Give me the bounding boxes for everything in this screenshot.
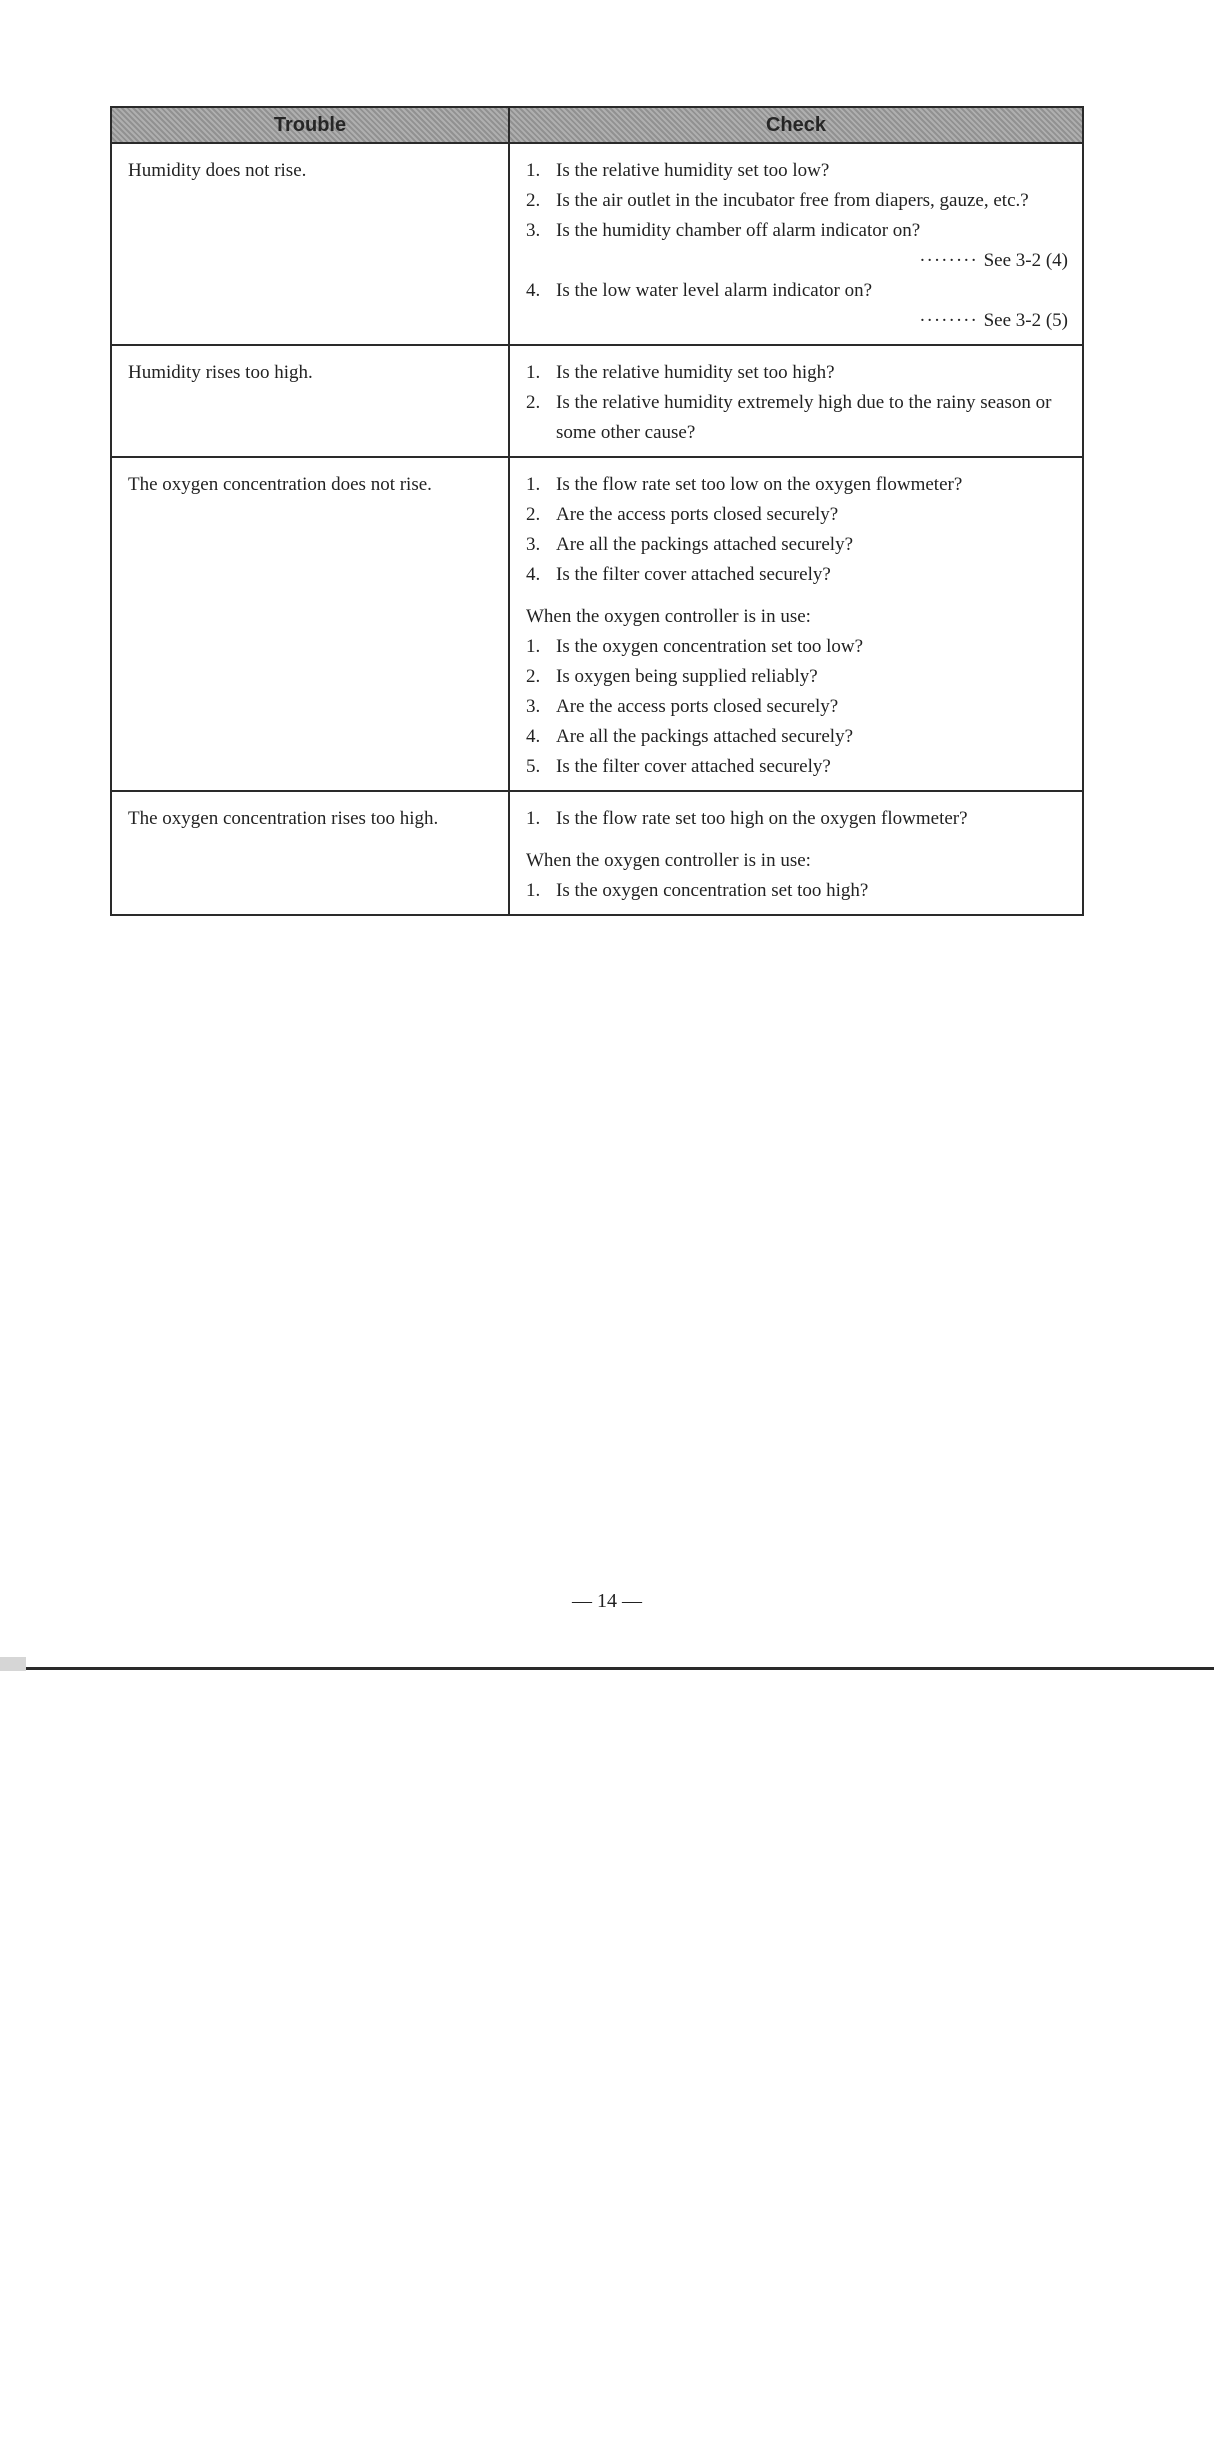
item-text-wrap [556, 156, 1068, 186]
item-text: Is the humidity chamber off alarm indicator on? [556, 220, 921, 241]
trouble-cell: Humidity rises too high. [111, 345, 509, 457]
item-text-wrap [556, 632, 1068, 662]
item-number: 2. [526, 666, 541, 687]
header-check: Check [509, 107, 1083, 143]
item-text: Are the access ports closed securely? [556, 504, 839, 525]
item-text-wrap [556, 216, 1068, 276]
trouble-cell: Humidity does not rise. [111, 143, 509, 345]
page-number: — 14 — [572, 1590, 642, 1612]
item-text-wrap [556, 876, 1068, 906]
item-number: 3. [526, 534, 541, 555]
check-item [526, 276, 1068, 336]
check-cell [509, 457, 1083, 791]
item-number: 5. [526, 756, 541, 777]
item-number: 1. [526, 636, 541, 657]
item-number: 3. [526, 220, 541, 241]
reference-text: See 3-2 (4) [983, 250, 1068, 271]
item-number: 1. [526, 362, 541, 383]
reference-text: See 3-2 (5) [983, 310, 1068, 331]
group-heading: When the oxygen controller is in use: [526, 850, 811, 871]
check-item [526, 358, 1068, 388]
scan-mark [0, 1657, 26, 1671]
check-list [526, 804, 1068, 834]
item-number: 1. [526, 808, 541, 829]
check-item [526, 752, 1068, 782]
item-number: 4. [526, 280, 541, 301]
item-text-wrap [556, 186, 1068, 216]
check-item [526, 560, 1068, 590]
item-text: Is the filter cover attached securely? [556, 756, 831, 777]
check-item [526, 662, 1068, 692]
item-text-wrap [556, 560, 1068, 590]
check-item [526, 186, 1068, 216]
check-item [526, 692, 1068, 722]
check-group [526, 358, 1068, 448]
item-text-wrap [556, 388, 1068, 448]
item-text: Are all the packings attached securely? [556, 726, 853, 747]
item-text: Is the relative humidity extremely high due to the rainy season or some other cause? [556, 392, 1052, 443]
item-text: Are all the packings attached securely? [556, 534, 853, 555]
check-group [526, 846, 1068, 906]
item-number: 1. [526, 474, 541, 495]
item-text-wrap [556, 276, 1068, 336]
check-group [526, 602, 1068, 782]
item-number: 4. [526, 726, 541, 747]
check-list [526, 358, 1068, 448]
see-reference [556, 306, 1068, 336]
check-item [526, 156, 1068, 186]
check-item [526, 632, 1068, 662]
item-text: Is the relative humidity set too high? [556, 362, 835, 383]
item-text: Is the oxygen concentration set too high? [556, 880, 869, 901]
check-cell [509, 791, 1083, 915]
table-row [111, 143, 1083, 345]
item-number: 1. [526, 880, 541, 901]
table-header-row [111, 107, 1083, 143]
check-list [526, 156, 1068, 336]
table-body [111, 143, 1083, 915]
item-number: 4. [526, 564, 541, 585]
check-item [526, 388, 1068, 448]
item-text: Is the filter cover attached securely? [556, 564, 831, 585]
check-list [526, 470, 1068, 590]
item-text-wrap [556, 692, 1068, 722]
item-text-wrap [556, 752, 1068, 782]
check-group [526, 470, 1068, 590]
check-item [526, 216, 1068, 276]
item-number: 2. [526, 392, 541, 413]
check-item [526, 876, 1068, 906]
check-item [526, 500, 1068, 530]
check-list [526, 632, 1068, 782]
item-text: Is oxygen being supplied reliably? [556, 666, 818, 687]
check-item [526, 470, 1068, 500]
item-text: Is the oxygen concentration set too low? [556, 636, 864, 657]
check-group [526, 156, 1068, 336]
item-number: 2. [526, 504, 541, 525]
header-trouble: Trouble [111, 107, 509, 143]
leader-dots: ········ [919, 250, 984, 271]
check-cell [509, 143, 1083, 345]
group-heading: When the oxygen controller is in use: [526, 606, 811, 627]
item-text-wrap [556, 722, 1068, 752]
check-cell [509, 345, 1083, 457]
item-text: Is the flow rate set too high on the oxygen flowmeter? [556, 808, 968, 829]
item-text: Are the access ports closed securely? [556, 696, 839, 717]
item-text-wrap [556, 470, 1068, 500]
item-text: Is the flow rate set too low on the oxygen flowmeter? [556, 474, 963, 495]
trouble-cell: The oxygen concentration does not rise. [111, 457, 509, 791]
item-text-wrap [556, 500, 1068, 530]
check-item [526, 530, 1068, 560]
item-number: 3. [526, 696, 541, 717]
item-text: Is the low water level alarm indicator on? [556, 280, 873, 301]
item-text-wrap [556, 804, 1068, 834]
item-text-wrap [556, 530, 1068, 560]
table-row [111, 791, 1083, 915]
troubleshooting-table [110, 106, 1084, 916]
footer-rule [26, 1667, 1214, 1670]
leader-dots: ········ [919, 310, 984, 331]
check-group [526, 804, 1068, 834]
check-item [526, 722, 1068, 752]
item-number: 1. [526, 160, 541, 181]
item-text-wrap [556, 662, 1068, 692]
item-number: 2. [526, 190, 541, 211]
table-row [111, 345, 1083, 457]
item-text: Is the air outlet in the incubator free from diapers, gauze, etc.? [556, 190, 1029, 211]
item-text-wrap [556, 358, 1068, 388]
item-text: Is the relative humidity set too low? [556, 160, 830, 181]
table-row [111, 457, 1083, 791]
check-list [526, 876, 1068, 906]
check-item [526, 804, 1068, 834]
trouble-cell: The oxygen concentration rises too high. [111, 791, 509, 915]
see-reference [556, 246, 1068, 276]
